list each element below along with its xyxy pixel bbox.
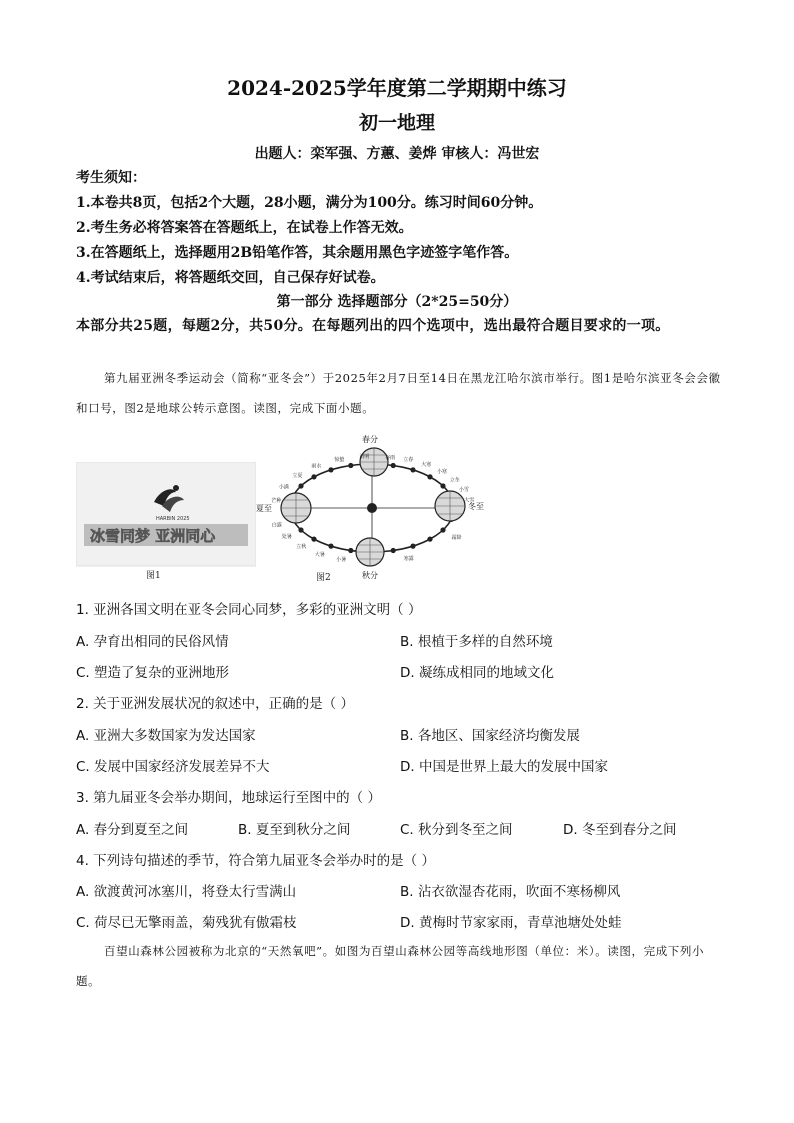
- solar-term-label: 立夏: [292, 472, 303, 479]
- orbit-term-dot: [298, 483, 303, 488]
- solar-term-label: 惊蛰: [334, 457, 345, 464]
- exam-subject: 初一地理: [358, 112, 435, 134]
- orbit-term-dot: [328, 544, 333, 549]
- slogan-text: 冰雪同梦 亚洲同心: [90, 527, 216, 545]
- orbit-term-dot: [427, 474, 432, 479]
- orbit-term-dot: [348, 548, 353, 553]
- orbit-term-dot: [440, 527, 445, 532]
- orbit-term-dot: [391, 463, 396, 468]
- solar-term-label: 谷雨: [385, 455, 396, 461]
- question-4-option-d[interactable]: D. 黄梅时节家家雨，青草池塘处处蛙: [400, 915, 622, 931]
- question-4-option-a[interactable]: A. 欲渡黄河冰塞川，将登太行雪满山: [76, 884, 297, 900]
- solar-term-label: 处暑: [281, 534, 292, 540]
- solar-term-label: 大寒: [421, 462, 432, 468]
- notice-item-2: 2.考生务必将答案答在答题纸上，在试卷上作答无效。: [76, 220, 413, 236]
- question-3-option-a[interactable]: A. 春分到夏至之间: [76, 822, 189, 838]
- exam-title: 2024-2025学年度第二学期期中练习: [227, 76, 567, 100]
- section-instruction: 本部分共25题，每题2分，共50分。在每题列出的四个选项中，选出最符合题目要求的一项。: [76, 318, 670, 334]
- question-1-option-d[interactable]: D. 凝练成相同的地域文化: [400, 665, 554, 681]
- question-2-option-c[interactable]: C. 发展中国家经济发展差异不大: [76, 759, 270, 775]
- solar-term-label: 大雪: [464, 497, 475, 504]
- solar-term-label: 芒种: [271, 497, 282, 504]
- orbit-term-dot: [328, 467, 333, 472]
- question-2-option-a[interactable]: A. 亚洲大多数国家为发达国家: [76, 728, 256, 744]
- label-autumn: 秋分: [362, 571, 378, 580]
- solar-term-label: 小雪: [458, 487, 469, 494]
- logo-text: HARBIN 2025: [156, 516, 190, 522]
- passage-2: 百望山森林公园被称为北京的“天然氧吧”。如图为百望山森林公园等高线地形图（单位：米）。读图，完成下列小题。: [76, 944, 705, 988]
- solar-term-label: 小暑: [336, 557, 347, 564]
- solar-term-label: 立冬: [449, 477, 460, 484]
- question-4-option-c[interactable]: C. 荷尽已无擎雨盖，菊残犹有傲霜枝: [76, 915, 297, 931]
- solar-term-label: 立春: [403, 456, 414, 463]
- orbit-term-dot: [348, 463, 353, 468]
- label-winter: 冬至: [468, 502, 484, 511]
- solar-term-label: 白露: [271, 522, 282, 529]
- passage-1: 第九届亚洲冬季运动会（简称“亚冬会”）于2025年2月7日至14日在黑龙江哈尔滨市举行。图1是哈尔滨亚冬会会徽和口号，图2是地球公转示意图。读图，完成下面小题。: [76, 371, 721, 415]
- orbit-term-dot: [410, 544, 415, 549]
- section-title: 第一部分 选择题部分（2*25=50分）: [276, 294, 518, 310]
- question-4-option-b[interactable]: B. 沾衣欲湿杏花雨，吹面不寒杨柳风: [400, 884, 621, 900]
- orbit-term-dot: [410, 467, 415, 472]
- question-3-option-b[interactable]: B. 夏至到秋分之间: [238, 822, 351, 838]
- solar-term-label: 小满: [278, 484, 289, 491]
- notice-item-1: 1.本卷共8页，包括2个大题，28小题，满分为100分。练习时间60分钟。: [76, 195, 543, 211]
- question-2-option-d[interactable]: D. 中国是世界上最大的发展中国家: [400, 759, 608, 775]
- figure-2-label: 图2: [316, 573, 331, 583]
- figure-1-graphic: [76, 462, 256, 582]
- solar-term-label: 寒露: [403, 555, 414, 562]
- notice-heading: 考生须知：: [76, 170, 146, 186]
- label-summer: 夏至: [256, 504, 272, 513]
- orbit-term-dot: [298, 527, 303, 532]
- orbit-term-dot: [311, 474, 316, 479]
- orbit-term-dot: [391, 548, 396, 553]
- question-1-option-a[interactable]: A. 孕育出相同的民俗风情: [76, 634, 229, 650]
- solar-term-label: 立秋: [296, 544, 307, 550]
- question-2-stem: 2. 关于亚洲发展状况的叙述中，正确的是（ ）: [76, 696, 354, 712]
- figure-2-graphic: [254, 430, 484, 585]
- solar-term-label: 小寒: [437, 468, 448, 475]
- question-3-option-c[interactable]: C. 秋分到冬至之间: [400, 822, 513, 838]
- figure-2: [254, 430, 484, 585]
- solar-term-label: 霜降: [451, 534, 462, 541]
- orbit-term-dot: [427, 537, 432, 542]
- earth-autumn-icon: [356, 538, 384, 566]
- earth-summer-icon: [281, 493, 311, 523]
- question-4-stem: 4. 下列诗句描述的季节，符合第九届亚冬会举办时的是（ ）: [76, 853, 435, 869]
- label-spring: 春分: [362, 435, 378, 444]
- notice-item-4: 4.考试结束后，将答题纸交回，自己保存好试卷。: [76, 270, 385, 286]
- orbit-term-dot: [311, 537, 316, 542]
- solar-term-label: 大暑: [314, 551, 325, 558]
- earth-spring-icon: [360, 448, 388, 476]
- sun-icon: [367, 503, 377, 513]
- question-1-option-c[interactable]: C. 塑造了复杂的亚洲地形: [76, 665, 230, 681]
- figure-1-label: 图1: [146, 571, 161, 581]
- question-3-option-d[interactable]: D. 冬至到春分之间: [563, 822, 677, 838]
- orbit-term-dot: [440, 483, 445, 488]
- question-1-stem: 1. 亚洲各国文明在亚冬会同心同梦，多彩的亚洲文明（ ）: [76, 602, 422, 618]
- solar-term-label: 雨水: [311, 463, 322, 470]
- earth-winter-icon: [435, 491, 465, 521]
- question-1-option-b[interactable]: B. 根植于多样的自然环境: [400, 634, 553, 650]
- question-2-option-b[interactable]: B. 各地区、国家经济均衡发展: [400, 728, 580, 744]
- exam-authors: 出题人：栾军强、方蕙、姜烨 审核人：冯世宏: [254, 146, 540, 162]
- notice-item-3: 3.在答题纸上，选择题用2B铅笔作答，其余题用黑色字迹签字笔作答。: [76, 245, 519, 261]
- figure-1: [76, 462, 256, 582]
- solar-term-label: 清明: [359, 454, 370, 461]
- question-3-stem: 3. 第九届亚冬会举办期间，地球运行至图中的（ ）: [76, 790, 381, 806]
